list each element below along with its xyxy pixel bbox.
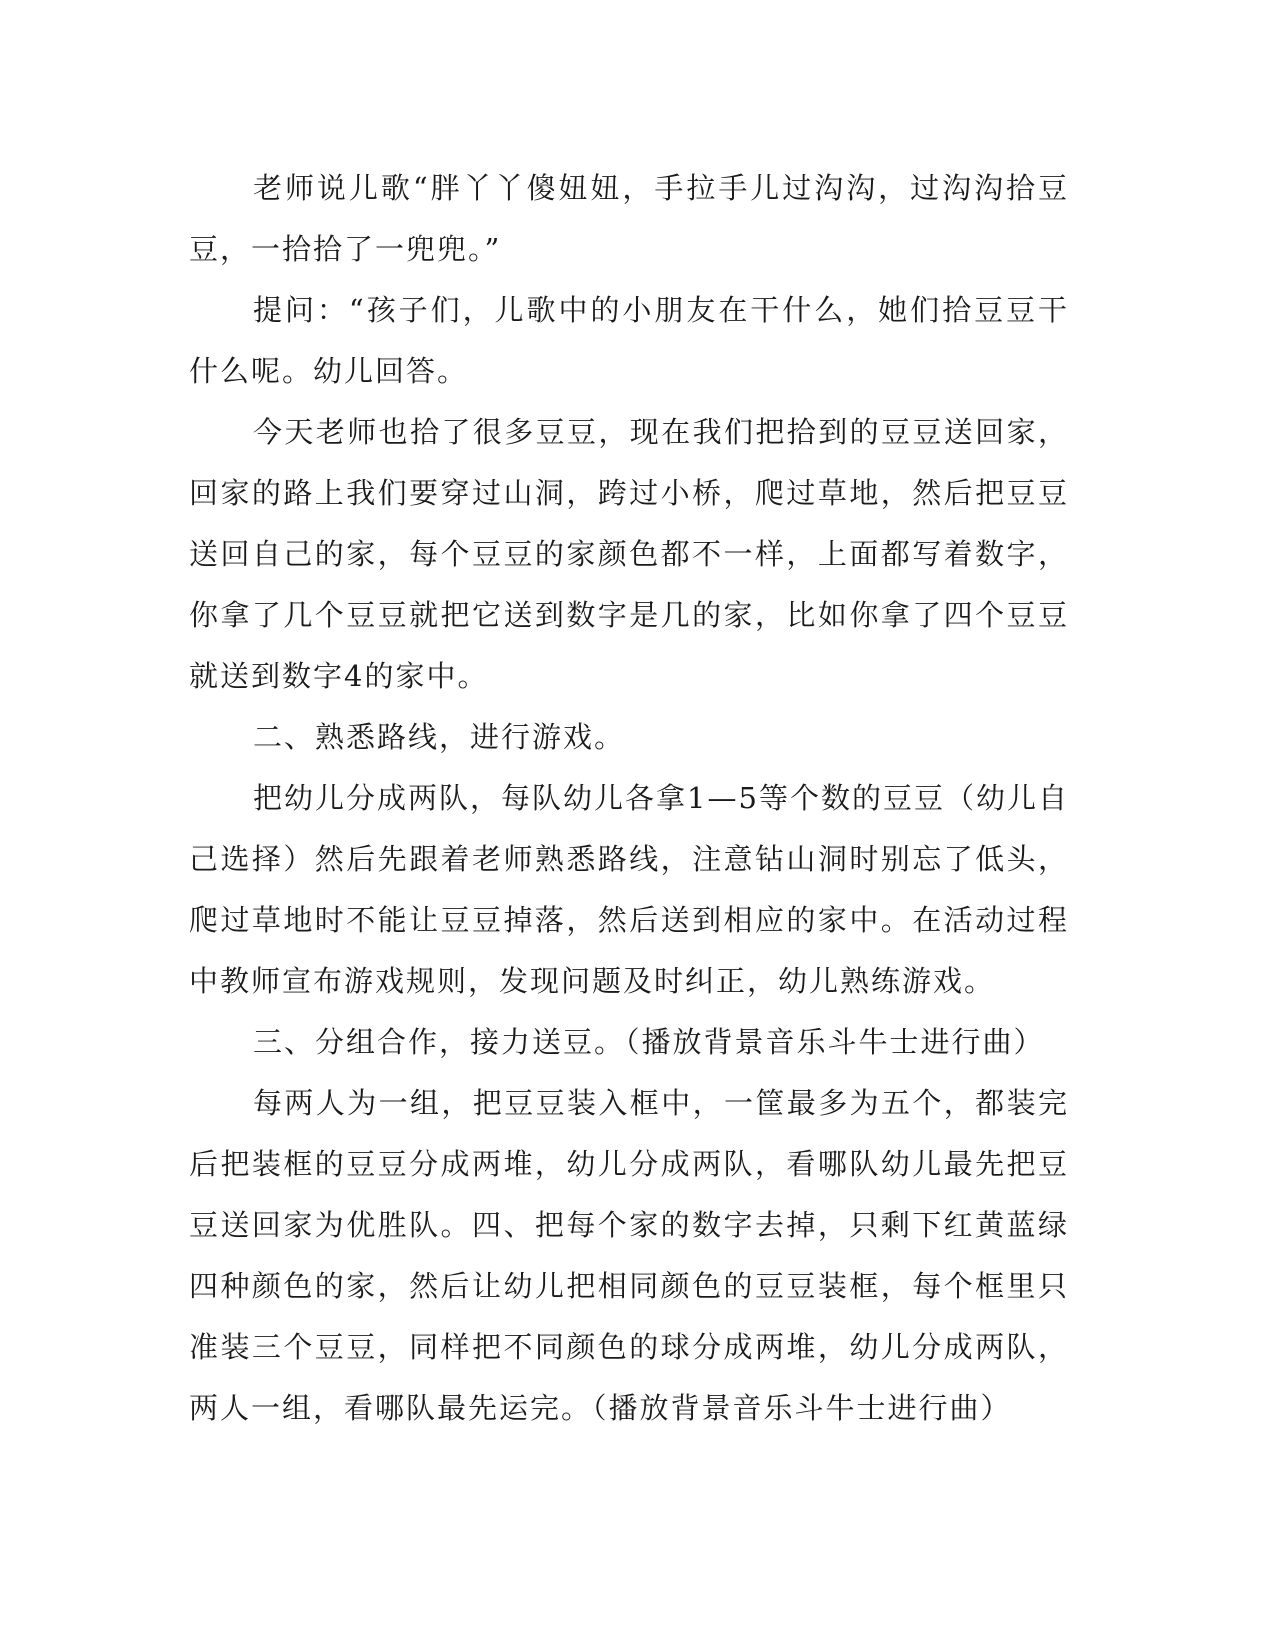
paragraph-route-game: 把幼儿分成两队，每队幼儿各拿1—5等个数的豆豆（幼儿自己选择）然后先跟着老师熟悉路线，注意钻山洞时别忘了低头，爬过草地时不能让豆豆掉落，然后送到相应的家中。在活动过程中教师宣布游戏规则，发现问题及时纠正，幼儿熟练游戏。	[189, 781, 1069, 998]
paragraph-relay-rules: 每两人为一组，把豆豆装入框中，一筐最多为五个，都装完后把装框的豆豆分成两堆，幼儿分成两队，看哪队幼儿最先把豆豆送回家为优胜队。四、把每个家的数字去掉，只剩下红黄蓝绿四种颜色的家，然后让幼儿把相同颜色的豆豆装框，每个框里只准装三个豆豆，同样把不同颜色的球分成两堆，幼儿分成两队，两人一组，看哪队最先运完。（播放背景音乐斗牛士进行曲）	[189, 1086, 1069, 1425]
paragraph-nursery-rhyme: 老师说儿歌“胖丫丫傻妞妞，手拉手儿过沟沟，过沟沟拾豆豆，一拾拾了一兜兜。”	[189, 171, 1069, 266]
document-body	[189, 158, 1069, 1439]
section-heading-3: 三、分组合作，接力送豆。（播放背景音乐斗牛士进行曲）	[253, 1025, 1045, 1059]
paragraph-question: 提问：“孩子们，儿歌中的小朋友在干什么，她们拾豆豆干什么呢。幼儿回答。	[189, 293, 1069, 388]
paragraph-send-beans-home: 今天老师也拾了很多豆豆，现在我们把拾到的豆豆送回家，回家的路上我们要穿过山洞，跨过小桥，爬过草地，然后把豆豆送回自己的家，每个豆豆的家颜色都不一样，上面都写着数字，你拿了几个豆豆就把它送到数字是几的家，比如你拿了四个豆豆就送到数字4的家中。	[189, 415, 1069, 693]
section-heading-2: 二、熟悉路线，进行游戏。	[253, 720, 626, 754]
